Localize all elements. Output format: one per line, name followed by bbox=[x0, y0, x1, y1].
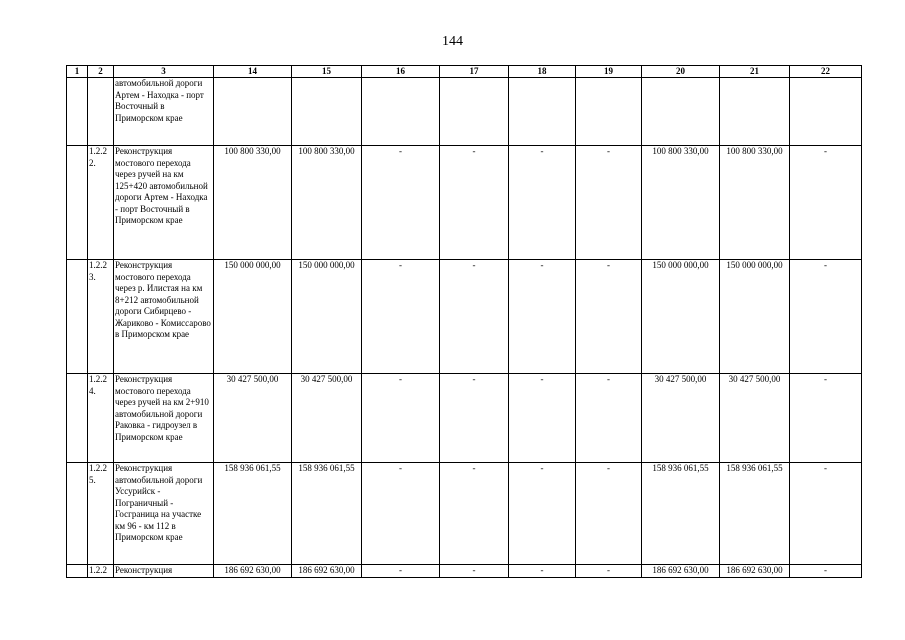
cell-code bbox=[88, 78, 114, 146]
cell-col17: - bbox=[440, 565, 509, 578]
cell-code: 1.2.2 2. bbox=[88, 146, 114, 260]
cell-col16: - bbox=[362, 565, 440, 578]
cell-col21: 150 000 000,00 bbox=[720, 260, 790, 374]
table-row bbox=[67, 565, 862, 578]
cell-code: 1.2.2 5. bbox=[88, 463, 114, 565]
header-cell: 20 bbox=[642, 66, 720, 78]
cell-col21: 158 936 061,55 bbox=[720, 463, 790, 565]
cell-col16 bbox=[362, 78, 440, 146]
cell-col14: 186 692 630,00 bbox=[214, 565, 292, 578]
cell-code: 1.2.2 bbox=[88, 565, 114, 578]
cell-col20: 158 936 061,55 bbox=[642, 463, 720, 565]
header-row bbox=[67, 66, 862, 78]
cell-col20: 30 427 500,00 bbox=[642, 374, 720, 463]
cell-col1 bbox=[67, 463, 88, 565]
table-row bbox=[67, 146, 862, 260]
cell-col14 bbox=[214, 78, 292, 146]
cell-col18: - bbox=[509, 374, 576, 463]
cell-col17: - bbox=[440, 146, 509, 260]
cell-col15: 186 692 630,00 bbox=[292, 565, 362, 578]
cell-col14: 158 936 061,55 bbox=[214, 463, 292, 565]
cell-col18 bbox=[509, 78, 576, 146]
header-cell: 15 bbox=[292, 66, 362, 78]
cell-description: Реконструкция автомобильной дороги Уссурийск - Пограничный - Госграница на участке км 96 - км 112 в Приморском крае bbox=[114, 463, 214, 565]
cell-col20 bbox=[642, 78, 720, 146]
cell-col16: - bbox=[362, 146, 440, 260]
cell-col19: - bbox=[576, 374, 642, 463]
cell-col18: - bbox=[509, 260, 576, 374]
header-cell: 17 bbox=[440, 66, 509, 78]
cell-col14: 30 427 500,00 bbox=[214, 374, 292, 463]
cell-col19: - bbox=[576, 260, 642, 374]
cell-col17: - bbox=[440, 374, 509, 463]
header-cell: 19 bbox=[576, 66, 642, 78]
cell-col18: - bbox=[509, 565, 576, 578]
header-cell: 21 bbox=[720, 66, 790, 78]
cell-col21: 100 800 330,00 bbox=[720, 146, 790, 260]
cell-col19: - bbox=[576, 146, 642, 260]
cell-col22: - bbox=[790, 146, 862, 260]
table-row bbox=[67, 78, 862, 146]
table-row bbox=[67, 463, 862, 565]
header-cell: 16 bbox=[362, 66, 440, 78]
budget-table bbox=[66, 65, 862, 578]
cell-description: автомобильной дороги Артем - Находка - порт Восточный в Приморском крае bbox=[114, 78, 214, 146]
table-row bbox=[67, 260, 862, 374]
header-cell: 3 bbox=[114, 66, 214, 78]
cell-col20: 100 800 330,00 bbox=[642, 146, 720, 260]
cell-col17: - bbox=[440, 260, 509, 374]
cell-code: 1.2.2 3. bbox=[88, 260, 114, 374]
cell-col21 bbox=[720, 78, 790, 146]
cell-col17 bbox=[440, 78, 509, 146]
cell-col15: 30 427 500,00 bbox=[292, 374, 362, 463]
cell-col18: - bbox=[509, 146, 576, 260]
cell-col19 bbox=[576, 78, 642, 146]
header-cell: 2 bbox=[88, 66, 114, 78]
cell-code: 1.2.2 4. bbox=[88, 374, 114, 463]
cell-col15: 150 000 000,00 bbox=[292, 260, 362, 374]
cell-col1 bbox=[67, 565, 88, 578]
cell-col15: 158 936 061,55 bbox=[292, 463, 362, 565]
cell-col19: - bbox=[576, 463, 642, 565]
cell-col22: - bbox=[790, 565, 862, 578]
header-cell: 22 bbox=[790, 66, 862, 78]
cell-description: Реконструкция мостового перехода через ручей на км 125+420 автомобильной дороги Артем - Находка - порт Восточный в Приморском крае bbox=[114, 146, 214, 260]
cell-col22 bbox=[790, 78, 862, 146]
cell-col16: - bbox=[362, 463, 440, 565]
cell-col20: 150 000 000,00 bbox=[642, 260, 720, 374]
cell-col22: - bbox=[790, 463, 862, 565]
cell-description: Реконструкция bbox=[114, 565, 214, 578]
cell-description: Реконструкция мостового перехода через р. Илистая на км 8+212 автомобильной дороги Сибирцево - Жариково - Комиссарово в Приморском крае bbox=[114, 260, 214, 374]
cell-col21: 30 427 500,00 bbox=[720, 374, 790, 463]
cell-col14: 100 800 330,00 bbox=[214, 146, 292, 260]
cell-col1 bbox=[67, 78, 88, 146]
cell-col15: 100 800 330,00 bbox=[292, 146, 362, 260]
header-cell: 1 bbox=[67, 66, 88, 78]
cell-col19: - bbox=[576, 565, 642, 578]
cell-col16: - bbox=[362, 260, 440, 374]
page-number: 144 bbox=[442, 34, 463, 49]
cell-col15 bbox=[292, 78, 362, 146]
cell-description: Реконструкция мостового перехода через ручей на км 2+910 автомобильной дороги Раковка - гидроузел в Приморском крае bbox=[114, 374, 214, 463]
cell-col1 bbox=[67, 146, 88, 260]
cell-col20: 186 692 630,00 bbox=[642, 565, 720, 578]
cell-col21: 186 692 630,00 bbox=[720, 565, 790, 578]
header-cell: 14 bbox=[214, 66, 292, 78]
header-cell: 18 bbox=[509, 66, 576, 78]
cell-col1 bbox=[67, 374, 88, 463]
cell-col16: - bbox=[362, 374, 440, 463]
cell-col14: 150 000 000,00 bbox=[214, 260, 292, 374]
cell-col17: - bbox=[440, 463, 509, 565]
table-row bbox=[67, 374, 862, 463]
cell-col22: - bbox=[790, 260, 862, 374]
cell-col22: - bbox=[790, 374, 862, 463]
cell-col18: - bbox=[509, 463, 576, 565]
cell-col1 bbox=[67, 260, 88, 374]
